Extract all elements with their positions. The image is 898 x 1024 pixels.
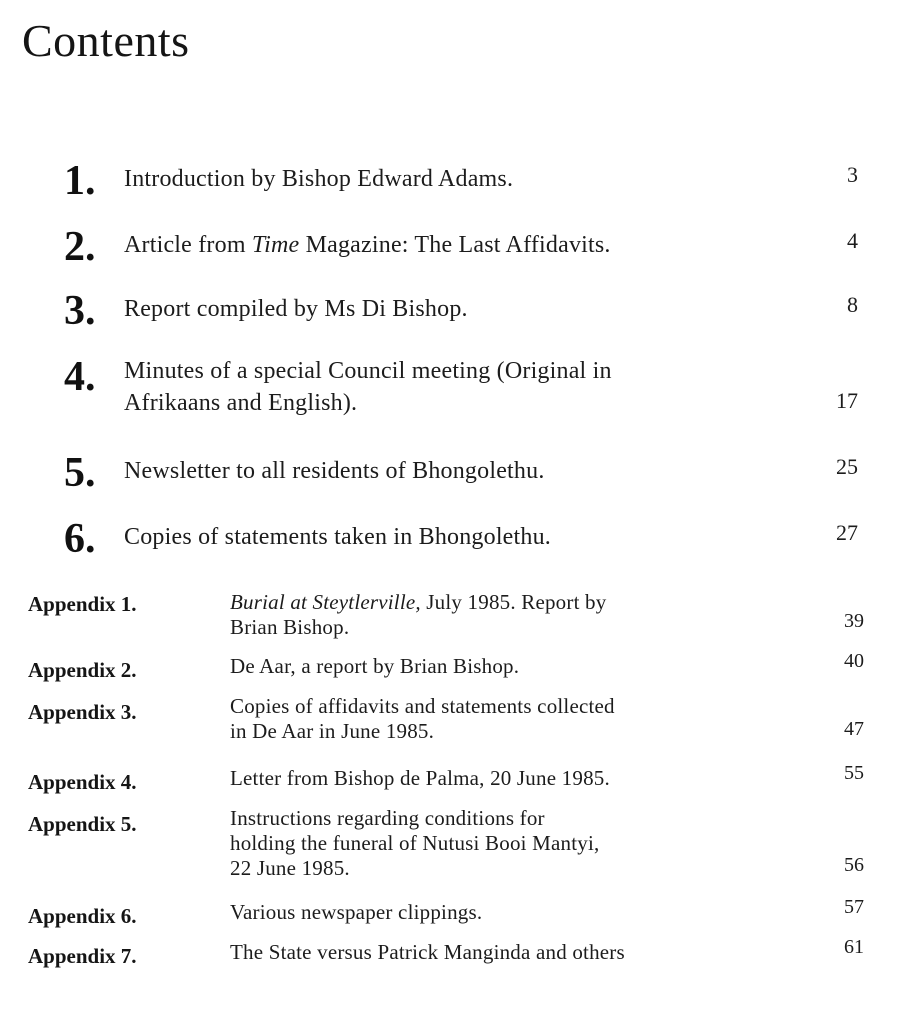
chapter-number: 3.: [64, 288, 96, 334]
title-part: Magazine: The Last Affidavits.: [299, 232, 611, 258]
page-number: 25: [836, 454, 858, 479]
chapter-title-line-2: Afrikaans and English).: [124, 390, 358, 416]
chapter-title: Copies of statements taken in Bhongolethu.: [124, 524, 552, 550]
chapter-number: 6.: [64, 516, 96, 562]
appendix-label: Appendix 3.: [28, 700, 137, 724]
appendix-title-line-2: in De Aar in June 1985.: [230, 719, 435, 743]
appendix-title-line-2: holding the funeral of Nutusi Booi Mantyi,: [230, 831, 600, 855]
chapter-number: 1.: [64, 158, 96, 204]
page-number: 27: [836, 520, 858, 545]
page-number: 39: [844, 610, 864, 632]
chapter-number: 5.: [64, 450, 96, 496]
appendix-title: Various newspaper clippings.: [230, 900, 483, 924]
appendix-title: Letter from Bishop de Palma, 20 June 1985.: [230, 766, 610, 790]
magazine-name: Time: [251, 232, 300, 258]
appendix-title-line-1: Copies of affidavits and statements collected: [230, 694, 615, 718]
chapter-title: [124, 230, 744, 261]
appendix-title-line-2: Brian Bishop.: [230, 615, 350, 639]
appendix-italic-title: Burial at Steytlerville,: [230, 590, 421, 614]
title-part: July 1985. Report by: [420, 590, 607, 614]
appendix-title-line-3: 22 June 1985.: [230, 856, 350, 880]
page-number: 4: [847, 228, 858, 253]
page-title: Contents: [22, 15, 190, 66]
page-number: 47: [844, 718, 864, 740]
appendix-label: Appendix 7.: [28, 944, 137, 968]
chapter-number: 2.: [64, 224, 96, 270]
page-number: 40: [844, 650, 864, 672]
appendix-label: Appendix 6.: [28, 904, 137, 928]
appendix-label: Appendix 2.: [28, 658, 137, 682]
chapter-number: 4.: [64, 354, 96, 400]
chapter-title: Report compiled by Ms Di Bishop.: [124, 296, 468, 322]
page-number: 8: [847, 292, 858, 317]
page-number: 57: [844, 896, 864, 918]
appendix-title: The State versus Patrick Manginda and others: [230, 940, 625, 964]
page-number: 61: [844, 936, 864, 958]
chapter-title: Newsletter to all residents of Bhongolethu.: [124, 458, 545, 484]
page-number: 17: [836, 388, 858, 413]
page-number: 56: [844, 854, 864, 876]
appendix-title-line-1: Instructions regarding conditions for: [230, 806, 545, 830]
chapter-title: Introduction by Bishop Edward Adams.: [124, 166, 514, 192]
appendix-label: Appendix 4.: [28, 770, 137, 794]
appendix-title: De Aar, a report by Brian Bishop.: [230, 654, 520, 678]
chapter-title-line-1: Minutes of a special Council meeting (Original in: [124, 358, 612, 384]
appendix-label: Appendix 1.: [28, 592, 137, 616]
title-part: Article from: [124, 232, 252, 258]
page-number: 55: [844, 762, 864, 784]
appendix-label: Appendix 5.: [28, 812, 137, 836]
page-number: 3: [847, 162, 858, 187]
appendix-title-line-1: [230, 590, 730, 615]
